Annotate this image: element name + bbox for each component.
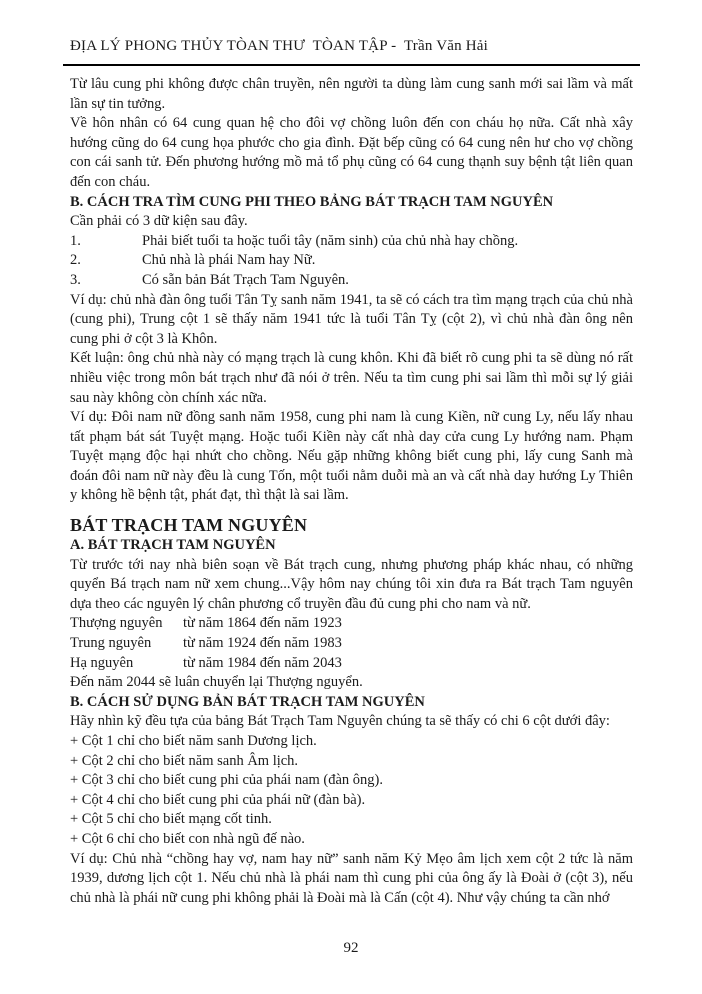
page-body <box>70 75 633 908</box>
column-note: + Cột 6 chỉ cho biết con nhà ngũ đế nào. <box>70 830 305 847</box>
list-text: Phải biết tuổi ta hoặc tuổi tây (năm sinh) của chủ nhà hay chồng. <box>142 232 519 249</box>
nguyen-label: Hạ nguyên <box>70 654 134 671</box>
requirements-intro: Cần phải có 3 dữ kiện sau đây. <box>70 213 248 230</box>
nguyen-row <box>70 614 633 634</box>
nguyen-label: Trung nguyên <box>70 635 152 652</box>
column-note: + Cột 4 chỉ cho biết cung phi của phái nữ (đàn bà). <box>70 791 366 808</box>
nguyen-row <box>70 634 633 654</box>
column-note: + Cột 2 chỉ cho biết năm sanh Âm lịch. <box>70 752 299 769</box>
column-note: + Cột 5 chỉ cho biết mạng cốt tinh. <box>70 811 272 828</box>
header-rule <box>63 64 640 66</box>
paragraph-intro-1: Từ lâu cung phi không được chân truyền, nên người ta dùng làm cung sanh mới sai lầm và mất lần sự tin tưởng. <box>70 76 633 112</box>
paragraph-intro-2: Về hôn nhân có 64 cung quan hệ cho đôi vợ chồng luôn đến con cháu họ nữa. Cất nhà xây hướng cũng do 64 cung họa phước cho gia đình. Đặt bếp cũng có 64 cung nên hư cho vợ chồng con cái sanh tử. Đến phương hướng mồ mả tổ phụ cũng có 64 cung thạnh suy bệnh tật liên quan đến con cháu. <box>70 115 633 190</box>
paragraph-2044: Đến năm 2044 sẽ luân chuyển lại Thượng nguyển. <box>70 674 363 691</box>
list-text: Có sẵn bản Bát Trạch Tam Nguyên. <box>142 271 349 288</box>
nguyen-range: từ năm 1984 đến năm 2043 <box>183 654 342 671</box>
nguyen-label: Thượng nguyên <box>70 615 163 632</box>
paragraph-six-columns-intro: Hãy nhìn kỹ đều tựa của bảng Bát Trạch Tam Nguyên chúng ta sẽ thấy có chi 6 cột dưới đây: <box>70 713 610 730</box>
numbered-list-item <box>70 271 633 291</box>
paragraph-example-1958: Ví dụ: Đôi nam nữ đồng sanh năm 1958, cung phi nam là cung Kiền, nữ cung Ly, nếu lấy nhau tất phạm bát sát Tuyệt mạng. Hoặc tuổi Kiền này cất nhà day cửa cung Ly hướng nam. Phạm Tuyệt mạng độc hại nhứt cho chồng. Nếu gặp những không biết cung phi, lấy cung Sanh mà đoán đôi nam nữ này đều là cung Tốn, một tuổi nằm duỗi mà an và cất nhà day hướng Ly Thiên y không hề bệnh tật, phát đạt, thì thật là sai lầm. <box>70 409 633 504</box>
paragraph-conclusion: Kết luận: ông chủ nhà này có mạng trạch là cung khôn. Khi đã biết rõ cung phi ta sẽ dùng nó rất nhiều việc trong môn bát trạch như đã nói ở trên. Nếu ta tìm cung phi sai lầm thì mỗi sự lý giải sau này không còn chính xác nữa. <box>70 350 633 406</box>
page-number: 92 <box>343 940 359 956</box>
paragraph-history: Từ trước tới nay nhà biên soạn về Bát trạch cung, nhưng phương pháp khác nhau, có những quyển Bá trạch nam nữ xem chung...Vậy hôm nay chúng tôi xin đưa ra Bát trạch Tam nguyên dựa theo các nguyên lý chân phương cổ truyền đầu đủ cung phi cho nam và nữ. <box>70 556 633 612</box>
column-note: + Cột 1 chỉ cho biết năm sanh Dương lịch. <box>70 733 317 749</box>
list-number: 3. <box>70 271 81 288</box>
nguyen-row <box>70 654 633 674</box>
column-note: + Cột 3 chỉ cho biết cung phi của phái nam (đàn ông). <box>70 772 384 789</box>
heading-a-bat-trach: A. BÁT TRẠCH TAM NGUYÊN <box>70 537 276 554</box>
heading-tra-tim-cung-phi: B. CÁCH TRA TÌM CUNG PHI THEO BẢNG BÁT TRẠCH TAM NGUYÊN <box>70 193 554 210</box>
nguyen-range: từ năm 1924 đến năm 1983 <box>183 635 342 652</box>
numbered-list-item <box>70 251 633 271</box>
list-text: Chủ nhà là phái Nam hay Nữ. <box>142 252 316 269</box>
heading-su-dung-ban: B. CÁCH SỬ DỤNG BẢN BÁT TRẠCH TAM NGUYÊN <box>70 693 425 710</box>
list-number: 1. <box>70 232 81 249</box>
section-title-bat-trach-tam-nguyen: BÁT TRẠCH TAM NGUYÊN <box>70 515 308 536</box>
running-header-title: ĐỊA LÝ PHONG THỦY TÒAN THƯ TÒAN TẬP - Trần Văn Hải <box>70 38 489 54</box>
nguyen-range: từ năm 1864 đến năm 1923 <box>183 615 342 632</box>
numbered-list-item <box>70 232 633 252</box>
paragraph-example-1941: Ví dụ: chủ nhà đàn ông tuổi Tân Tỵ sanh năm 1941, ta sẽ có cách tra tìm mạng trạch của chủ nhà (cung phi), Trung cột 1 sẽ thấy năm 1941 tức là tuổi Tân Tỵ (cột 2), vì chủ nhà đàn ông nên cung phi ở cột 3 là Khôn. <box>70 291 633 347</box>
paragraph-example-1939: Ví dụ: Chủ nhà “chồng hay vợ, nam hay nữ” sanh năm Kỷ Mẹo âm lịch xem cột 2 tức là năm 1939, dương lịch cột 1. Nếu chủ nhà là phái nam thì cung phi của ông ấy là Đoài ở (cột 3), nếu chủ nhà là phái nữ cung phi không phải là Đoài mà là Cấn (cột 4). Như vậy chúng ta cần nhớ <box>70 850 633 906</box>
list-number: 2. <box>70 252 81 269</box>
